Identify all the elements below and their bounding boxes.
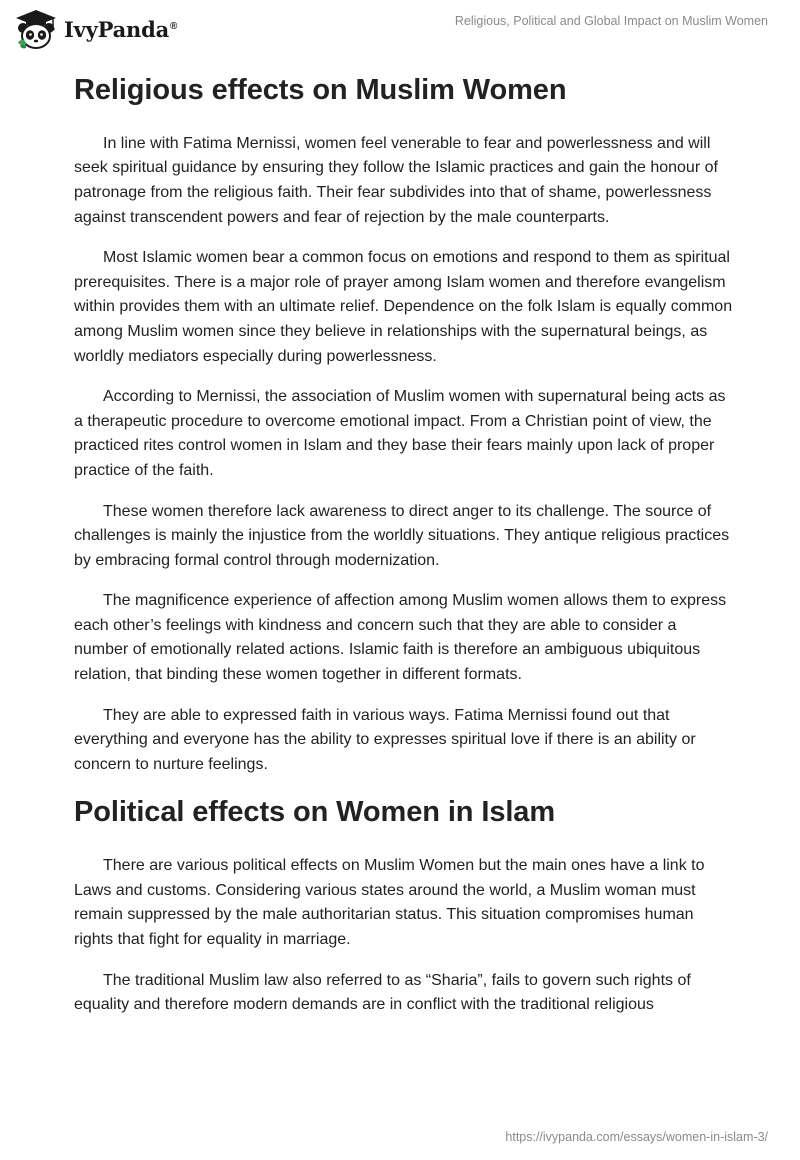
paragraph: They are able to expressed faith in various ways. Fatima Mernissi found out that everything and everyone has the ability to expresses spiritual love if there is an ability or concern to nurture feelings. — [74, 706, 696, 773]
paragraph: These women therefore lack awareness to direct anger to its challenge. The source of challenges is mainly the injustice from the worldly situations. They antique religious practices by embracing formal control through modernization. — [74, 502, 730, 569]
registered-mark: ® — [170, 20, 178, 32]
paragraph: There are various political effects on Muslim Women but the main ones have a link to Laws and customs. Considering various states around the world, a Muslim woman must remain suppressed by the male authoritarian status. This situation compromises human rights that fight for equality in marriage. — [74, 857, 705, 949]
source-url[interactable]: https://ivypanda.com/essays/women-in-islam-3/ — [505, 1130, 768, 1144]
logo-text: IvyPanda® — [64, 16, 178, 42]
ivypanda-logo[interactable] — [14, 8, 177, 50]
panda-graduate-icon — [14, 8, 58, 50]
section-heading-religious: Religious effects on Muslim Women — [74, 74, 567, 106]
section-heading-political: Political effects on Women in Islam — [74, 796, 556, 829]
paragraph: Most Islamic women bear a common focus on emotions and respond to them as spiritual prerequisites. There is a major role of prayer among Islam women and therefore evangelism within provides them with an ultimate relief. Dependence on the folk Islam is equally common among Muslim women since they believe in relationships with the supernatural beings, as worldly mediators especially during powerlessness. — [74, 249, 733, 365]
paragraph: According to Mernissi, the association of Muslim women with supernatural being acts as a therapeutic procedure to overcome emotional impact. From a Christian point of view, the practiced rites control women in Islam and they base their fears mainly upon lack of proper practice of the faith. — [74, 388, 726, 479]
paragraph: In line with Fatima Mernissi, women feel venerable to fear and powerlessness and will seek spiritual guidance by ensuring they follow the Islamic practices and gain the honour of patronage from the religious faith. Their fear subdivides into that of shame, powerlessness against transcendent powers and fear of rejection by the male counterparts. — [74, 134, 718, 226]
page-header — [0, 0, 800, 60]
paragraph: The magnificence experience of affection among Muslim women allows them to express each other’s feelings with kindness and concern such that they are able to consider a number of emotionally related actions. Islamic faith is therefore an ambiguous ubiquitous relation, that binding these women together in different formats. — [74, 592, 727, 684]
essay-content — [74, 70, 734, 1034]
paragraph: The traditional Muslim law also referred to as “Sharia”, fails to govern such rights of equality and therefore modern demands are in conflict with the traditional religious — [74, 971, 691, 1014]
document-title: Religious, Political and Global Impact on Muslim Women — [454, 14, 768, 28]
